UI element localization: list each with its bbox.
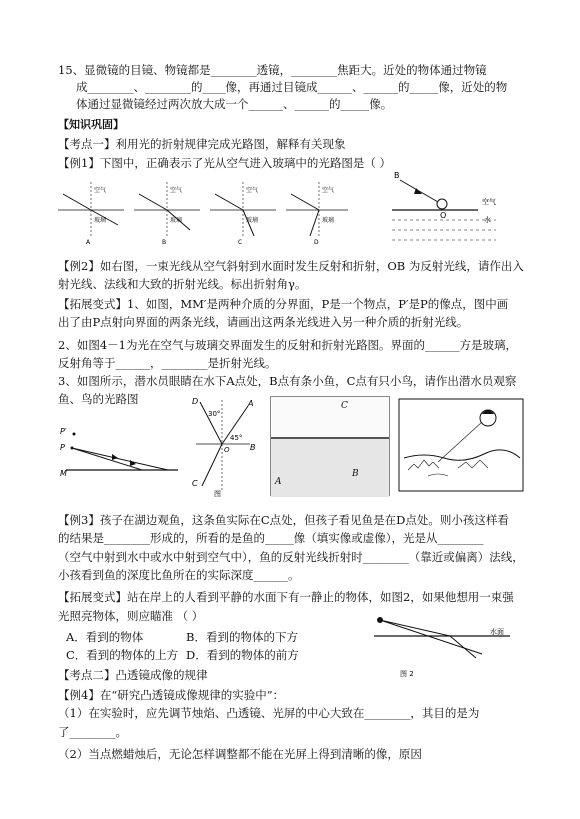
extension-3-line-2: 鱼、鸟的光路图 bbox=[58, 392, 139, 406]
example-4-line-3: （2）当点燃蜡烛后，无论怎样调整都不能在光屏上得到清晰的像，原因 bbox=[58, 747, 422, 761]
example-2-figure bbox=[386, 166, 526, 254]
q15-line-2: 成________、________的____像，再通过目镜成______、______的_____像，近处的物 bbox=[76, 80, 508, 94]
extension-2-line-1: 2、如图4－1为光在空气与玻璃交界面发生的反射和折射光路图。界面的______方是玻璃， bbox=[58, 338, 517, 352]
q15-line-3: 体通过显微镜经过两次放大成一个______、______的_____像。 bbox=[76, 97, 393, 111]
ex2-label-o: O bbox=[440, 211, 447, 220]
fig-d-air: 空气 bbox=[322, 187, 335, 194]
option-a: A．看到的物体 bbox=[66, 630, 144, 644]
fig-c-glass: 玻璃 bbox=[246, 217, 259, 224]
figure-c bbox=[210, 182, 276, 246]
extension-4-line-2: 光照亮物体，则应瞄准 （ ） bbox=[58, 609, 204, 623]
example-2-line-1: 【例2】如右图，一束光线从空气斜射到水面时发生反射和折射，OB 为反射光线，请作出入 bbox=[58, 259, 524, 273]
extension-1-line-2: 出了由P点射向界面的两条光线，请画出这两条光线进入另一种介质的折射光线。 bbox=[58, 315, 469, 329]
ex2-air: 空气 bbox=[482, 198, 496, 206]
fig-d-label: D bbox=[314, 239, 319, 246]
example-1-figures bbox=[58, 178, 348, 250]
extension-3-line-1: 3、如图所示，潜水员眼睛在水下A点处，B点有条小鱼，C点有只小鸟，请作出潜水员观察 bbox=[58, 374, 517, 388]
figure-4-1 bbox=[188, 394, 258, 498]
fig2-water: 水面 bbox=[490, 628, 504, 636]
fig-b-glass: 玻璃 bbox=[170, 217, 183, 224]
mm-figure bbox=[58, 420, 188, 490]
option-d: D．看到的物体的前方 bbox=[186, 648, 299, 662]
q15-line-1: 15、显微镜的目镜、物镜都是________透镜，________焦距大。近处的物体通过物镜 bbox=[58, 63, 487, 77]
example-3-line-4: 小孩看到鱼的深度比鱼所在的实际深度______。 bbox=[58, 568, 300, 582]
diver-label-b: B bbox=[352, 469, 359, 479]
example-3-line-1: 【例3】孩子在湖边观鱼，这条鱼实际在C点处，但孩子看见鱼是在D点处。则小孩这样看 bbox=[58, 513, 509, 527]
fig-a-glass: 玻璃 bbox=[94, 217, 107, 224]
ex2-water: 水 bbox=[484, 216, 491, 224]
fig2-caption: 图 2 bbox=[400, 670, 414, 678]
example-3-line-3: （空气中射到水中或水中射到空气中），鱼的反射光线折射时________（靠近或偏离）法线， bbox=[58, 550, 524, 564]
figure-2 bbox=[360, 614, 528, 680]
option-c: C．看到的物体的上方 bbox=[66, 648, 179, 662]
example-3-line-2: 的结果是________形成的，所看的是鱼的_____像（填实像或虚像），光是从________ bbox=[58, 531, 484, 545]
fig-b-label: B bbox=[162, 239, 167, 246]
fig-d-glass: 玻璃 bbox=[322, 217, 335, 224]
f41-caption: 图 bbox=[214, 490, 221, 498]
fig-b-air: 空气 bbox=[170, 187, 183, 194]
mm-label-p1: P′ bbox=[60, 427, 67, 436]
f41-angle-30: 30° bbox=[208, 410, 221, 418]
ex2-label-b: B bbox=[394, 171, 400, 180]
figure-a bbox=[58, 182, 124, 246]
fig-a-air: 空气 bbox=[94, 187, 107, 194]
diver-label-a: A bbox=[275, 477, 282, 487]
f41-label-c: C bbox=[192, 479, 198, 488]
fig-a-label: A bbox=[86, 239, 91, 246]
example-1: 【例1】下图中，正确表示了光从空气进入玻璃中的光路图是（ ） bbox=[58, 156, 391, 170]
boy-fish-figure bbox=[398, 398, 524, 492]
section-knowledge: 【知识巩固】 bbox=[58, 118, 124, 131]
mm-label-p: P bbox=[60, 443, 65, 452]
example-2-line-2: 射光线、法线和大致的折射光线。标出折射角γ。 bbox=[58, 277, 307, 291]
f41-label-a: A bbox=[248, 399, 254, 408]
f41-label-b: B bbox=[250, 443, 256, 452]
example-4: 【例4】在“研究凸透镜成像规律的实验中”： bbox=[58, 688, 285, 702]
fig-c-air: 空气 bbox=[246, 187, 259, 194]
extension-4-line-1: 【拓展变式】站在岸上的人看到平静的水面下有一静止的物体，如图2，如果他想用一束强 bbox=[58, 590, 514, 604]
extension-2-line-2: 反射角等于______，________是折射光线。 bbox=[58, 356, 277, 370]
f41-label-d: D bbox=[192, 397, 199, 406]
mm-label-m: M bbox=[60, 469, 67, 478]
diver-figure bbox=[270, 396, 390, 496]
fig-c-label: C bbox=[238, 239, 243, 246]
kaodian-1: 【考点一】利用光的折射规律完成光路图，解释有关现象 bbox=[58, 137, 346, 151]
diver-water bbox=[271, 437, 389, 497]
f41-label-o: O bbox=[224, 446, 230, 454]
figure-b bbox=[134, 182, 200, 246]
f41-angle-45: 45° bbox=[230, 434, 243, 442]
diver-label-c: C bbox=[341, 401, 348, 411]
kaodian-2: 【考点二】凸透镜成像的规律 bbox=[58, 668, 208, 682]
option-b: B．看到的物体的下方 bbox=[186, 630, 298, 644]
example-4-line-2: 了________。 bbox=[58, 725, 127, 739]
example-4-line-1: （1）在实验时，应先调节烛焰、凸透镜、光屏的中心大致在________，其目的是为 bbox=[58, 706, 480, 720]
extension-1-line-1: 【拓展变式】1、如图，MM′是两种介质的分界面，P是一个物点，P′是P的像点，图中画 bbox=[58, 297, 509, 311]
figure-d bbox=[286, 182, 348, 246]
